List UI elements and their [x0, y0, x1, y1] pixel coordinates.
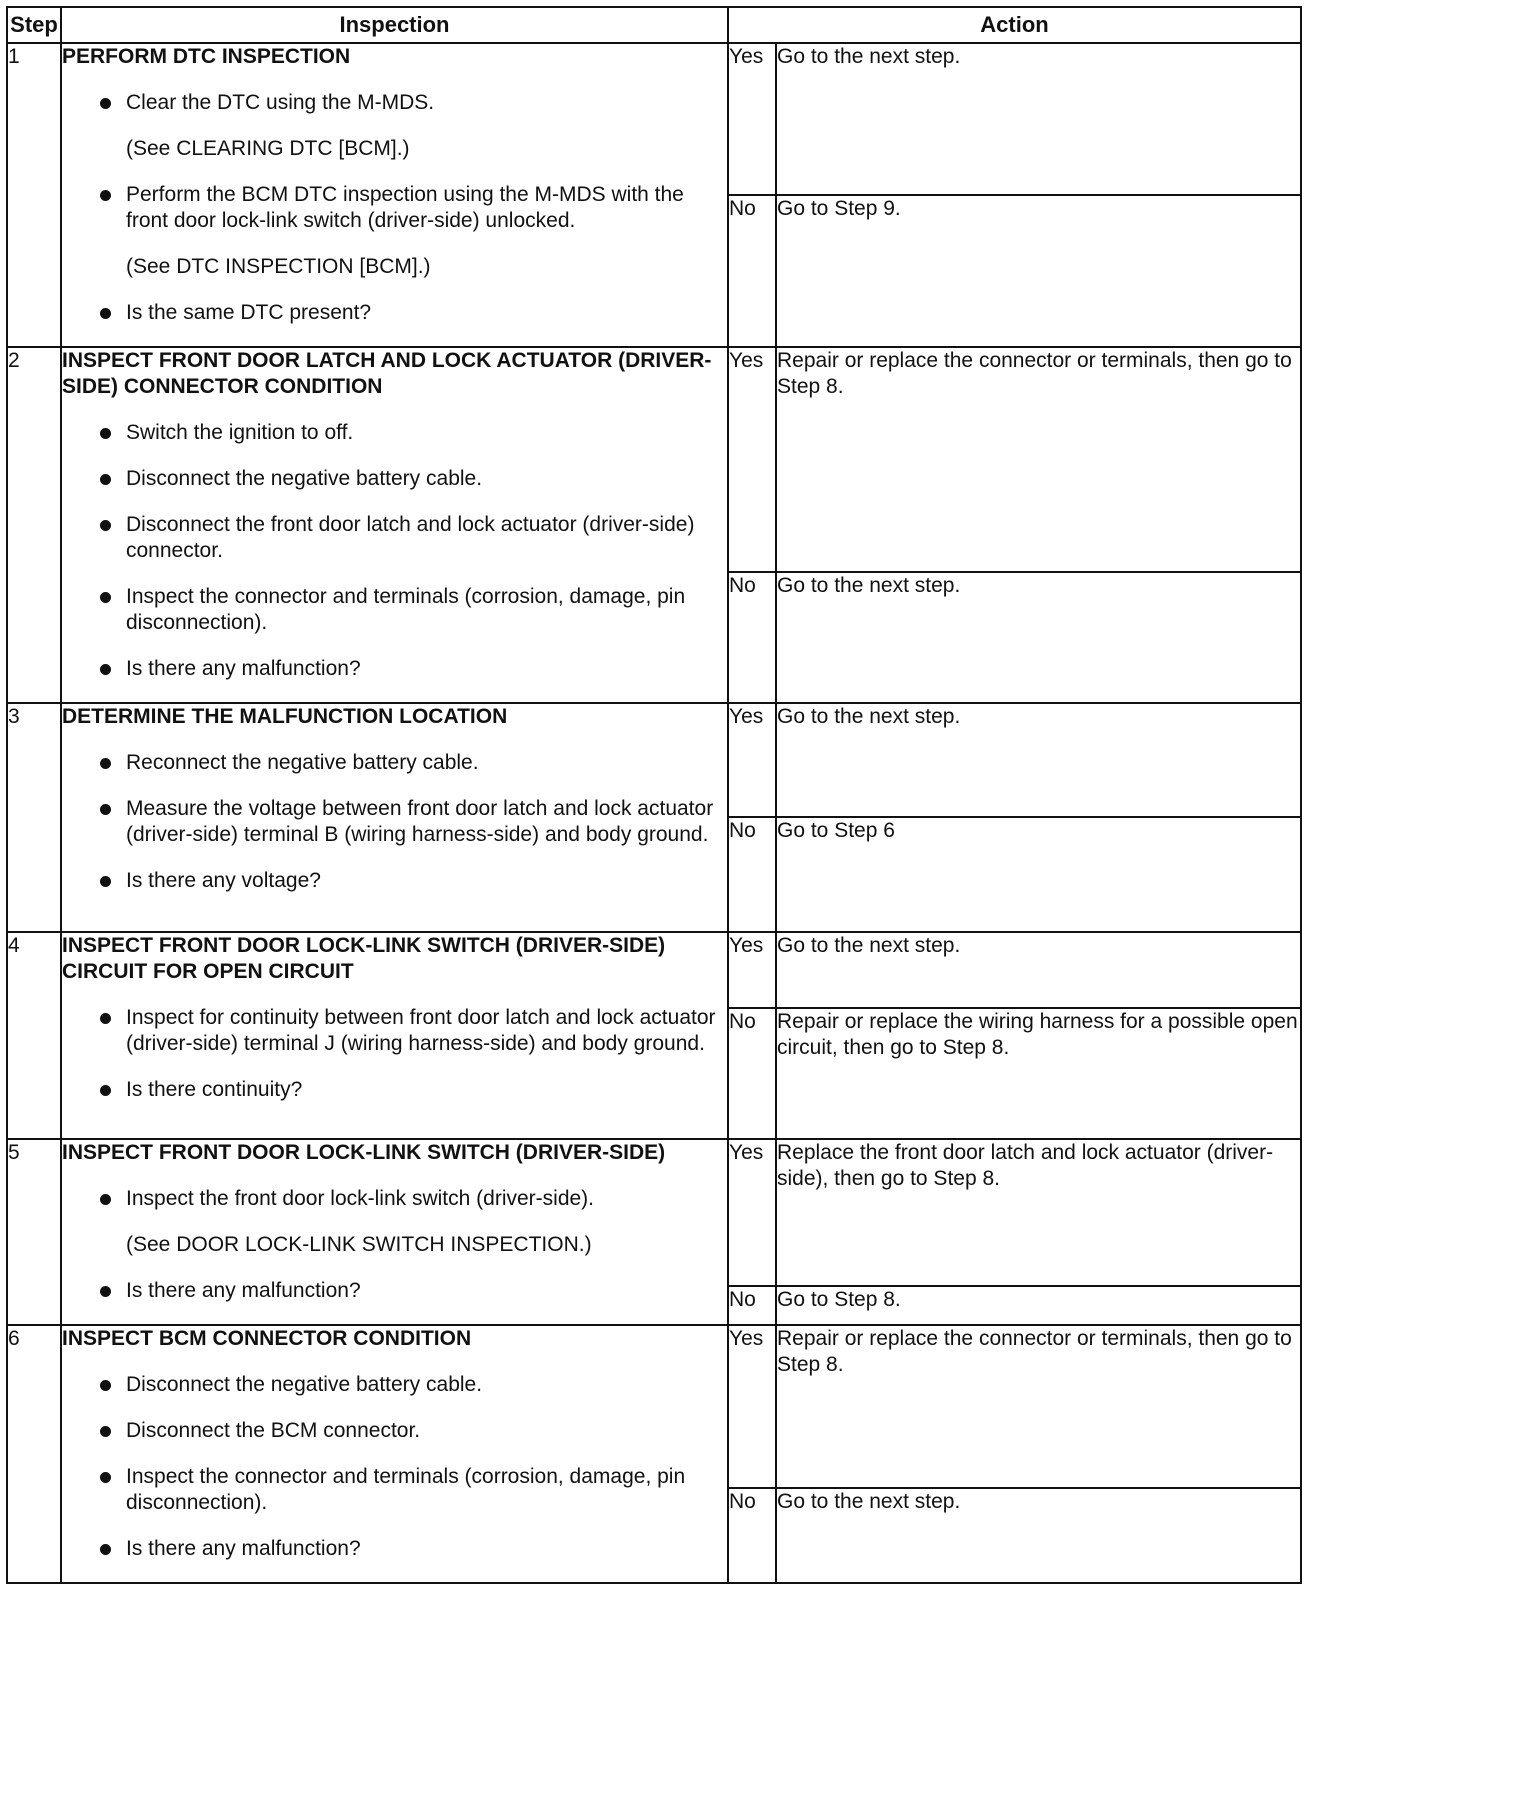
no-action: Go to Step 8. [776, 1286, 1301, 1325]
reference-note: (See DTC INSPECTION [BCM].) [126, 255, 431, 278]
yes-label: Yes [728, 932, 776, 1008]
step-number: 6 [7, 1325, 61, 1583]
step-title: PERFORM DTC INSPECTION [62, 45, 351, 68]
reference-note: (See DOOR LOCK-LINK SWITCH INSPECTION.) [126, 1233, 592, 1256]
no-action: Go to Step 6 [776, 817, 1301, 932]
bullet-item: Is there any malfunction? [62, 656, 727, 682]
yes-label: Yes [728, 703, 776, 817]
bullet-item: Inspect the front door lock-link switch (driver-side). [62, 1186, 727, 1212]
no-label: No [728, 817, 776, 932]
header-step: Step [7, 7, 61, 43]
inspection-cell [61, 932, 728, 1139]
no-label: No [728, 195, 776, 347]
bullet-item: Is there continuity? [62, 1077, 727, 1103]
yes-action: Go to the next step. [776, 932, 1301, 1008]
table-row [7, 703, 1301, 817]
yes-label: Yes [728, 1139, 776, 1286]
yes-action: Repair or replace the connector or terminals, then go to Step 8. [776, 1325, 1301, 1488]
bullet-item: Reconnect the negative battery cable. [62, 750, 727, 776]
no-label: No [728, 1008, 776, 1139]
no-action: Repair or replace the wiring harness for a possible open circuit, then go to Step 8. [776, 1008, 1301, 1139]
step-title: DETERMINE THE MALFUNCTION LOCATION [62, 705, 508, 728]
step-title: INSPECT FRONT DOOR LOCK-LINK SWITCH (DRIVER-SIDE) [62, 1141, 666, 1164]
inspection-cell [61, 703, 728, 932]
step-title: INSPECT FRONT DOOR LOCK-LINK SWITCH (DRIVER-SIDE) CIRCUIT FOR OPEN CIRCUIT [62, 934, 666, 983]
bullet-item: Switch the ignition to off. [62, 420, 727, 446]
yes-action: Replace the front door latch and lock actuator (driver-side), then go to Step 8. [776, 1139, 1301, 1286]
reference-note: (See CLEARING DTC [BCM].) [126, 137, 410, 160]
no-action: Go to Step 9. [776, 195, 1301, 347]
yes-label: Yes [728, 43, 776, 195]
step-title: INSPECT FRONT DOOR LATCH AND LOCK ACTUATOR (DRIVER-SIDE) CONNECTOR CONDITION [62, 349, 712, 398]
table-header-row [7, 7, 1301, 43]
step-number: 4 [7, 932, 61, 1139]
bullet-item: Is there any voltage? [62, 868, 727, 894]
bullet-item: Is there any malfunction? [62, 1278, 727, 1304]
bullet-item: Inspect the connector and terminals (corrosion, damage, pin disconnection). [62, 584, 727, 636]
header-inspection: Inspection [61, 7, 728, 43]
yes-label: Yes [728, 1325, 776, 1488]
yes-label: Yes [728, 347, 776, 572]
yes-action: Go to the next step. [776, 43, 1301, 195]
bullet-item: Perform the BCM DTC inspection using the M-MDS with the front door lock-link switch (driver-side) unlocked. [62, 182, 727, 234]
bullet-item: Is there any malfunction? [62, 1536, 727, 1562]
bullet-item: Clear the DTC using the M-MDS. [62, 90, 727, 116]
step-number: 3 [7, 703, 61, 932]
table-row [7, 1139, 1301, 1286]
no-label: No [728, 1286, 776, 1325]
no-action: Go to the next step. [776, 572, 1301, 703]
step-number: 5 [7, 1139, 61, 1325]
bullet-item: Disconnect the negative battery cable. [62, 466, 727, 492]
inspection-cell [61, 1139, 728, 1325]
bullet-item: Inspect the connector and terminals (corrosion, damage, pin disconnection). [62, 1464, 727, 1516]
table-row [7, 43, 1301, 195]
diagnostic-table [6, 6, 1302, 1584]
bullet-item: Is the same DTC present? [62, 300, 727, 326]
bullet-item: Disconnect the negative battery cable. [62, 1372, 727, 1398]
step-number: 1 [7, 43, 61, 347]
bullet-item: Measure the voltage between front door latch and lock actuator (driver-side) terminal B (wiring harness-side) and body ground. [62, 796, 727, 848]
inspection-cell [61, 347, 728, 703]
step-title: INSPECT BCM CONNECTOR CONDITION [62, 1327, 472, 1350]
yes-action: Repair or replace the connector or terminals, then go to Step 8. [776, 347, 1301, 572]
bullet-item: Disconnect the BCM connector. [62, 1418, 727, 1444]
no-label: No [728, 572, 776, 703]
table-row [7, 932, 1301, 1008]
no-label: No [728, 1488, 776, 1583]
table-row [7, 347, 1301, 572]
yes-action: Go to the next step. [776, 703, 1301, 817]
inspection-cell [61, 43, 728, 347]
inspection-cell [61, 1325, 728, 1583]
step-number: 2 [7, 347, 61, 703]
bullet-item: Disconnect the front door latch and lock actuator (driver-side) connector. [62, 512, 727, 564]
header-action: Action [728, 7, 1301, 43]
table-row [7, 1325, 1301, 1488]
bullet-item: Inspect for continuity between front door latch and lock actuator (driver-side) terminal J (wiring harness-side) and body ground. [62, 1005, 727, 1057]
no-action: Go to the next step. [776, 1488, 1301, 1583]
